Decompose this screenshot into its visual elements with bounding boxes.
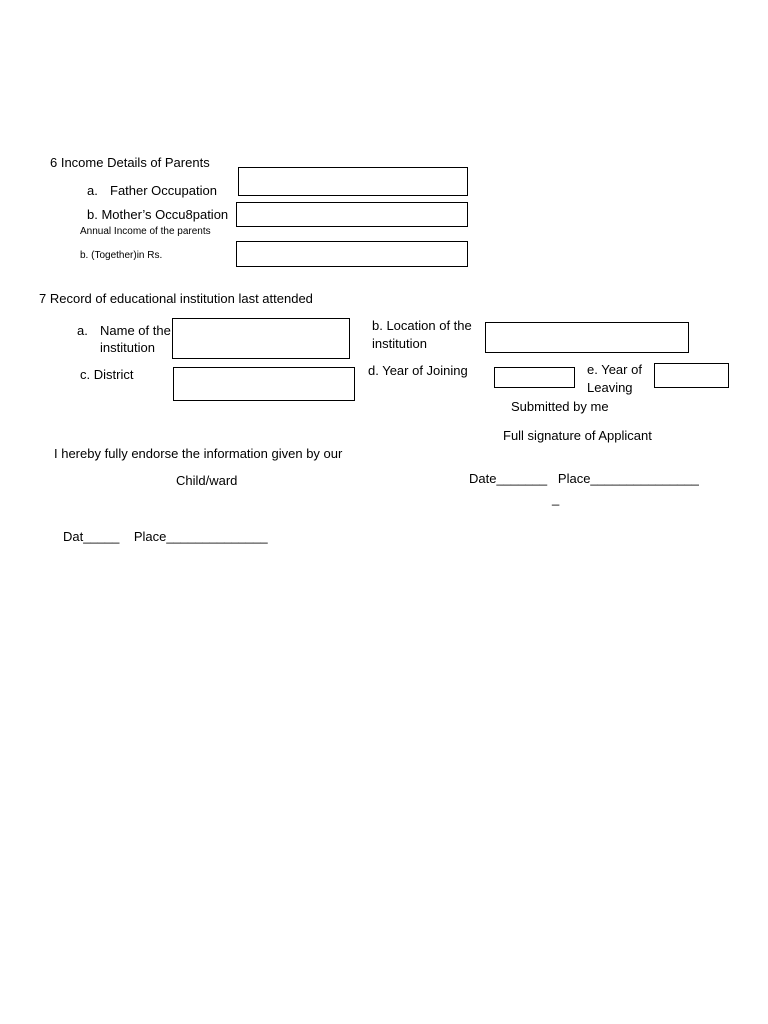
applicant-date-place: Date_______ Place_______________ [469, 471, 699, 486]
institution-location-label-line1: b. Location of the [372, 318, 472, 333]
institution-name-marker: a. [77, 323, 88, 338]
year-of-leaving-label-line1: e. Year of [587, 362, 642, 377]
district-field[interactable] [173, 367, 355, 401]
annual-income-label-line1: Annual Income of the parents [80, 226, 211, 237]
institution-name-label-line2: institution [100, 340, 155, 355]
section-7-heading: 7 Record of educational institution last attended [39, 291, 313, 306]
institution-name-field[interactable] [172, 318, 350, 359]
submitted-by-text: Submitted by me [511, 399, 609, 414]
father-occupation-field[interactable] [238, 167, 468, 196]
mother-occupation-label: b. Mother’s Occu8pation [87, 207, 229, 222]
parent-date-place: Dat_____ Place______________ [63, 529, 268, 544]
institution-location-field[interactable] [485, 322, 689, 353]
parent-endorsement-text-line2: Child/ward [176, 473, 238, 488]
applicant-signature-label: Full signature of Applicant [503, 428, 652, 443]
section-6-heading: 6 Income Details of Parents [50, 155, 210, 170]
year-of-joining-field[interactable] [494, 367, 575, 388]
year-of-leaving-field[interactable] [654, 363, 729, 388]
mother-occupation-field[interactable] [236, 202, 468, 227]
year-of-joining-label: d. Year of Joining [368, 363, 468, 378]
district-label: c. District [80, 367, 134, 382]
annual-income-label-line2: b. (Together)in Rs. [80, 250, 163, 261]
institution-location-label-line2: institution [372, 336, 427, 351]
annual-income-field[interactable] [236, 241, 468, 267]
applicant-date-place-overflow: _ [552, 491, 560, 506]
institution-name-label-line1: Name of the [100, 323, 171, 338]
year-of-leaving-label-line2: Leaving [587, 380, 633, 395]
father-occupation-marker: a. [87, 183, 98, 198]
parent-endorsement-text: I hereby fully endorse the information given by our [54, 446, 343, 461]
father-occupation-label: Father Occupation [110, 183, 217, 198]
